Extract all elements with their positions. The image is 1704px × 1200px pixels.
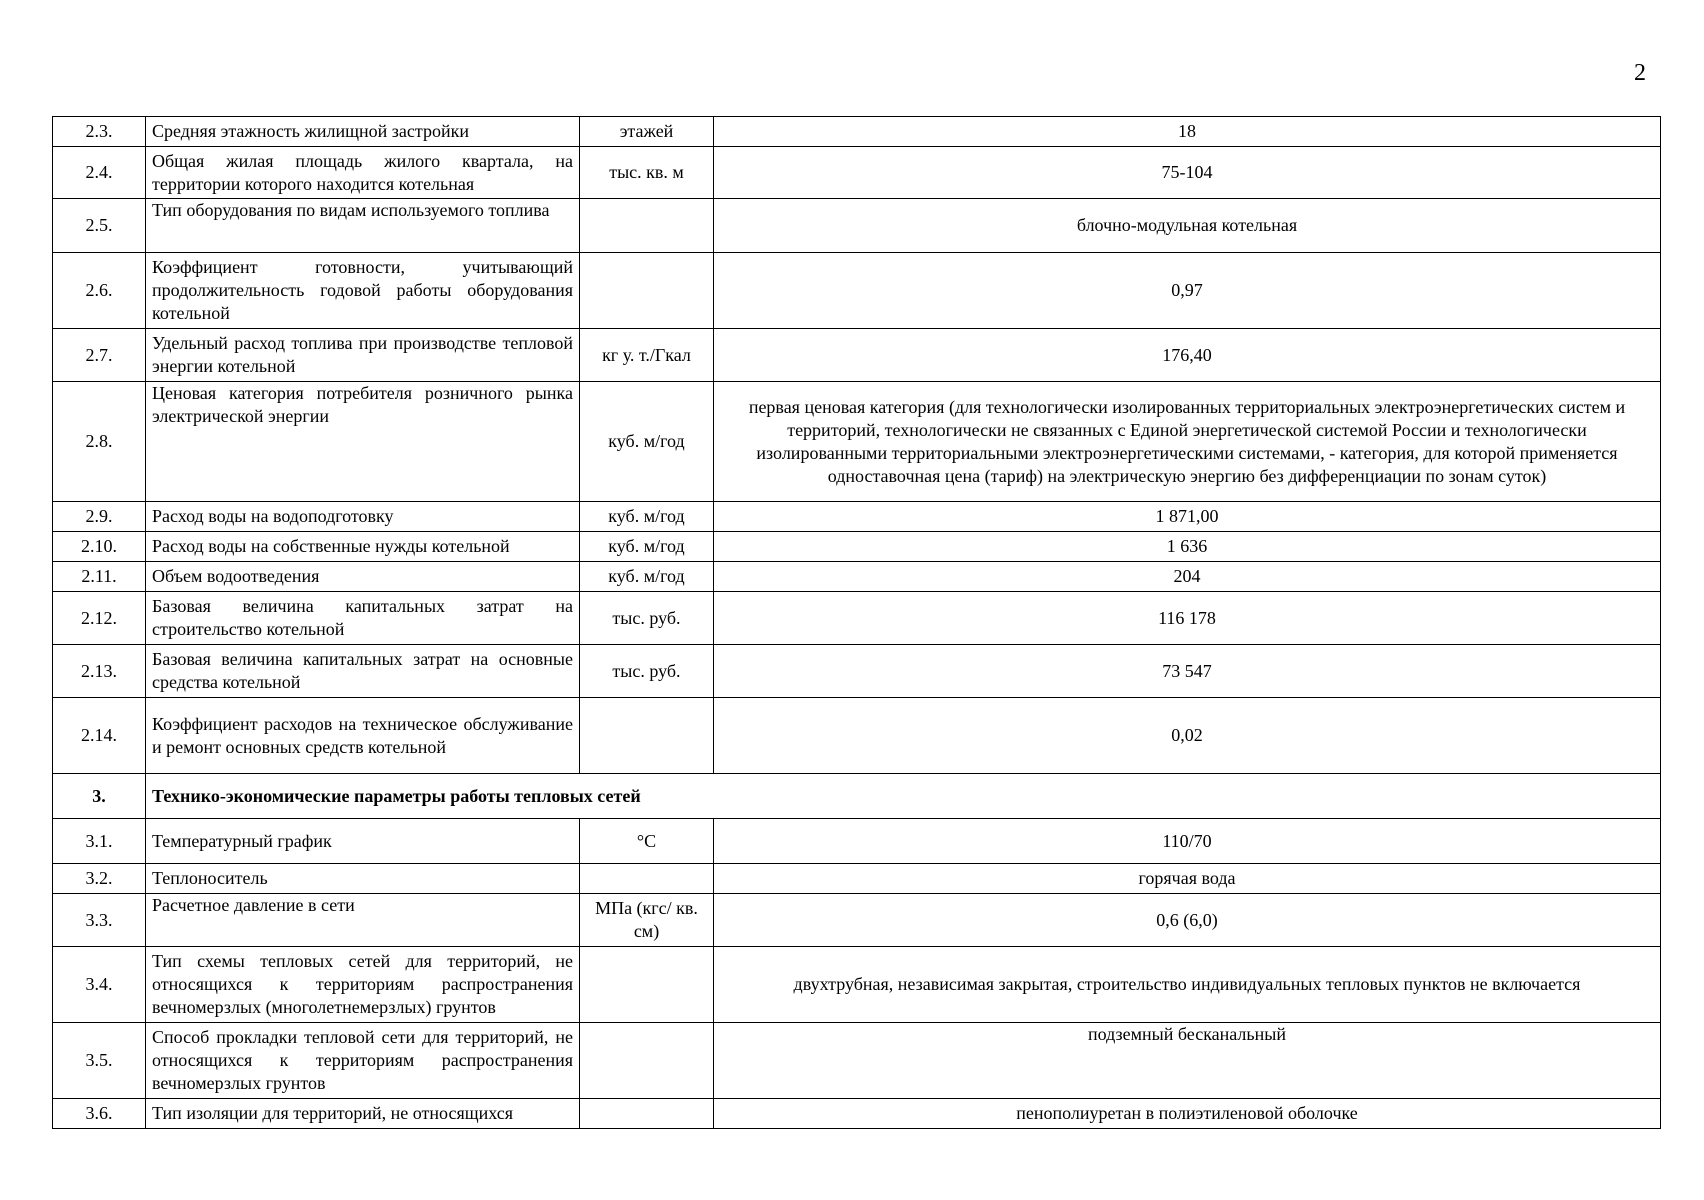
- row-number: 2.12.: [53, 592, 146, 645]
- row-parameter: Средняя этажность жилищной застройки: [146, 117, 580, 147]
- row-number: 2.7.: [53, 329, 146, 382]
- table-row: [53, 698, 1661, 774]
- row-number: 3.5.: [53, 1023, 146, 1099]
- row-value: 1 871,00: [714, 502, 1661, 532]
- row-parameter: Базовая величина капитальных затрат на строительство котельной: [146, 592, 580, 645]
- table-row: [53, 382, 1661, 502]
- table-row: [53, 117, 1661, 147]
- row-value: 1 636: [714, 532, 1661, 562]
- page-number: 2: [1634, 60, 1646, 86]
- table-row: [53, 864, 1661, 894]
- row-unit: куб. м/год: [580, 502, 714, 532]
- row-unit: кг у. т./Гкал: [580, 329, 714, 382]
- row-number: 3.6.: [53, 1099, 146, 1129]
- row-unit: куб. м/год: [580, 562, 714, 592]
- section-header-row: [53, 774, 1661, 819]
- row-unit: [580, 1023, 714, 1099]
- table-row: [53, 329, 1661, 382]
- table-row: [53, 592, 1661, 645]
- row-unit: [580, 864, 714, 894]
- row-parameter: Способ прокладки тепловой сети для территорий, не относящихся к территориям распространения вечномерзлых грунтов: [146, 1023, 580, 1099]
- row-parameter: Тип оборудования по видам используемого топлива: [146, 199, 580, 253]
- row-unit: [580, 253, 714, 329]
- row-parameter: Температурный график: [146, 819, 580, 864]
- row-value: 0,6 (6,0): [714, 894, 1661, 947]
- row-unit: куб. м/год: [580, 382, 714, 502]
- row-parameter: Расход воды на собственные нужды котельной: [146, 532, 580, 562]
- row-parameter: Тип изоляции для территорий, не относящихся: [146, 1099, 580, 1129]
- row-value: подземный бесканальный: [714, 1023, 1661, 1099]
- table-row: [53, 532, 1661, 562]
- row-number: 2.11.: [53, 562, 146, 592]
- row-value: 110/70: [714, 819, 1661, 864]
- row-parameter: Ценовая категория потребителя розничного рынка электрической энергии: [146, 382, 580, 502]
- row-unit: [580, 199, 714, 253]
- row-number: 2.14.: [53, 698, 146, 774]
- row-number: 2.5.: [53, 199, 146, 253]
- row-parameter: Расход воды на водоподготовку: [146, 502, 580, 532]
- section-number: 3.: [53, 774, 146, 819]
- row-number: 2.6.: [53, 253, 146, 329]
- row-number: 3.4.: [53, 947, 146, 1023]
- table-row: [53, 947, 1661, 1023]
- row-parameter: Объем водоотведения: [146, 562, 580, 592]
- table-row: [53, 894, 1661, 947]
- row-parameter: Базовая величина капитальных затрат на основные средства котельной: [146, 645, 580, 698]
- row-number: 3.1.: [53, 819, 146, 864]
- row-number: 2.8.: [53, 382, 146, 502]
- table-row: [53, 1023, 1661, 1099]
- row-number: 3.2.: [53, 864, 146, 894]
- row-unit: °С: [580, 819, 714, 864]
- row-parameter: Общая жилая площадь жилого квартала, на территории которого находится котельная: [146, 147, 580, 199]
- row-number: 2.13.: [53, 645, 146, 698]
- table-row: [53, 562, 1661, 592]
- row-unit: [580, 698, 714, 774]
- row-unit: [580, 1099, 714, 1129]
- row-parameter: Коэффициент готовности, учитывающий продолжительность годовой работы оборудования котельной: [146, 253, 580, 329]
- row-value: 75-104: [714, 147, 1661, 199]
- parameters-table: [52, 116, 1661, 1129]
- section-title: Технико-экономические параметры работы тепловых сетей: [146, 774, 1661, 819]
- row-parameter: Расчетное давление в сети: [146, 894, 580, 947]
- row-value: 0,02: [714, 698, 1661, 774]
- row-number: 3.3.: [53, 894, 146, 947]
- table-row: [53, 1099, 1661, 1129]
- row-value: 18: [714, 117, 1661, 147]
- table-row: [53, 253, 1661, 329]
- row-parameter: Тип схемы тепловых сетей для территорий, не относящихся к территориям распространения вечномерзлых (многолетнемерзлых) грунтов: [146, 947, 580, 1023]
- row-number: 2.3.: [53, 117, 146, 147]
- row-value: 73 547: [714, 645, 1661, 698]
- table-row: [53, 199, 1661, 253]
- table-row: [53, 502, 1661, 532]
- table-row: [53, 147, 1661, 199]
- row-unit: тыс. руб.: [580, 592, 714, 645]
- row-value: 176,40: [714, 329, 1661, 382]
- table-row: [53, 819, 1661, 864]
- row-value: 204: [714, 562, 1661, 592]
- row-number: 2.4.: [53, 147, 146, 199]
- row-value: первая ценовая категория (для технологически изолированных территориальных электроэнергетических систем и территорий, технологически не связанных с Единой энергетической системой России и технологически изолированными территориальными электроэнергетическими системами, - категория, для которой применяется одноставочная цена (тариф) на электрическую энергию без дифференциации по зонам суток): [714, 382, 1661, 502]
- row-value: двухтрубная, независимая закрытая, строительство индивидуальных тепловых пунктов не включается: [714, 947, 1661, 1023]
- row-parameter: Коэффициент расходов на техническое обслуживание и ремонт основных средств котельной: [146, 698, 580, 774]
- row-value: 0,97: [714, 253, 1661, 329]
- row-unit: [580, 947, 714, 1023]
- row-number: 2.9.: [53, 502, 146, 532]
- row-unit: этажей: [580, 117, 714, 147]
- row-parameter: Теплоноситель: [146, 864, 580, 894]
- row-value: 116 178: [714, 592, 1661, 645]
- row-unit: тыс. кв. м: [580, 147, 714, 199]
- row-value: пенополиуретан в полиэтиленовой оболочке: [714, 1099, 1661, 1129]
- row-value: горячая вода: [714, 864, 1661, 894]
- table-row: [53, 645, 1661, 698]
- row-number: 2.10.: [53, 532, 146, 562]
- row-unit: тыс. руб.: [580, 645, 714, 698]
- row-unit: куб. м/год: [580, 532, 714, 562]
- row-parameter: Удельный расход топлива при производстве тепловой энергии котельной: [146, 329, 580, 382]
- row-value: блочно-модульная котельная: [714, 199, 1661, 253]
- row-unit: МПа (кгс/ кв. см): [580, 894, 714, 947]
